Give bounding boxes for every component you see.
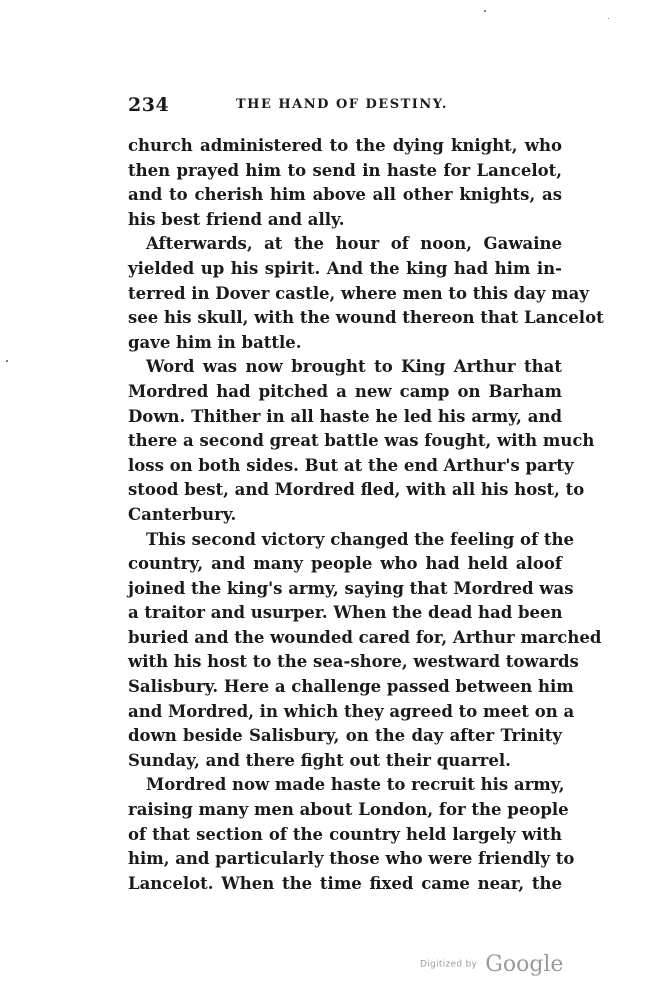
- text-line: This second victory changed the feeling of the: [146, 529, 575, 549]
- text-line: and to cherish him above all other knights, as: [128, 185, 562, 205]
- running-title: THE HAND OF DESTINY.: [236, 97, 448, 112]
- text-line: of that section of the country held largely with: [128, 824, 562, 844]
- text-line: loss on both sides. But at the end Arthur's party: [128, 455, 574, 475]
- text-line: terred in Dover castle, where men to this day may: [128, 283, 589, 303]
- text-line: church administered to the dying knight, who: [128, 136, 562, 155]
- text-line: yielded up his spirit. And the king had him in-: [128, 258, 562, 278]
- text-line: Down. Thither in all haste he led his army, and: [128, 406, 562, 426]
- text-line: Sunday, and there fight out their quarrel.: [128, 750, 511, 770]
- text-line: raising many men about London, for the people: [128, 800, 569, 820]
- text-line: down beside Salisbury, on the day after Trinity: [128, 726, 562, 746]
- text-line: Word was now brought to King Arthur that: [146, 357, 562, 377]
- text-line: stood best, and Mordred fled, with all his host, to: [128, 480, 585, 500]
- scan-speck: [6, 360, 8, 362]
- scan-speck: [484, 10, 486, 12]
- text-line: there a second great battle was fought, with much: [128, 431, 595, 451]
- digitized-by-google-watermark: [420, 952, 563, 977]
- text-line: Mordred had pitched a new camp on Barham: [128, 381, 562, 401]
- text-line: a traitor and usurper. When the dead had been: [128, 603, 563, 623]
- text-line: country, and many people who had held aloof: [128, 554, 562, 574]
- page-number: 234: [128, 94, 170, 116]
- google-logo: Google: [485, 952, 564, 977]
- text-line: and Mordred, in which they agreed to meet on a: [128, 701, 575, 721]
- text-line: Lancelot. When the time fixed came near, the: [128, 873, 562, 893]
- text-line: Afterwards, at the hour of noon, Gawaine: [146, 234, 562, 254]
- text-line: his best friend and ally.: [128, 209, 345, 229]
- text-line: with his host to the sea-shore, westward towards: [128, 652, 579, 672]
- text-line: Mordred now made haste to recruit his army,: [146, 775, 565, 795]
- text-line: Canterbury.: [128, 504, 237, 524]
- scan-speck: [608, 18, 609, 19]
- body-text: [128, 134, 604, 896]
- text-line: see his skull, with the wound thereon that Lancelot: [128, 308, 604, 328]
- page-header: [128, 94, 558, 120]
- watermark-prefix: Digitized by: [420, 959, 478, 970]
- text-line: joined the king's army, saying that Mordred was: [128, 578, 574, 598]
- text-line: then prayed him to send in haste for Lancelot,: [128, 160, 562, 180]
- text-line: buried and the wounded cared for, Arthur marched: [128, 627, 602, 647]
- text-line: gave him in battle.: [128, 332, 302, 352]
- text-line: Salisbury. Here a challenge passed between him: [128, 677, 574, 697]
- text-line: him, and particularly those who were friendly to: [128, 849, 575, 869]
